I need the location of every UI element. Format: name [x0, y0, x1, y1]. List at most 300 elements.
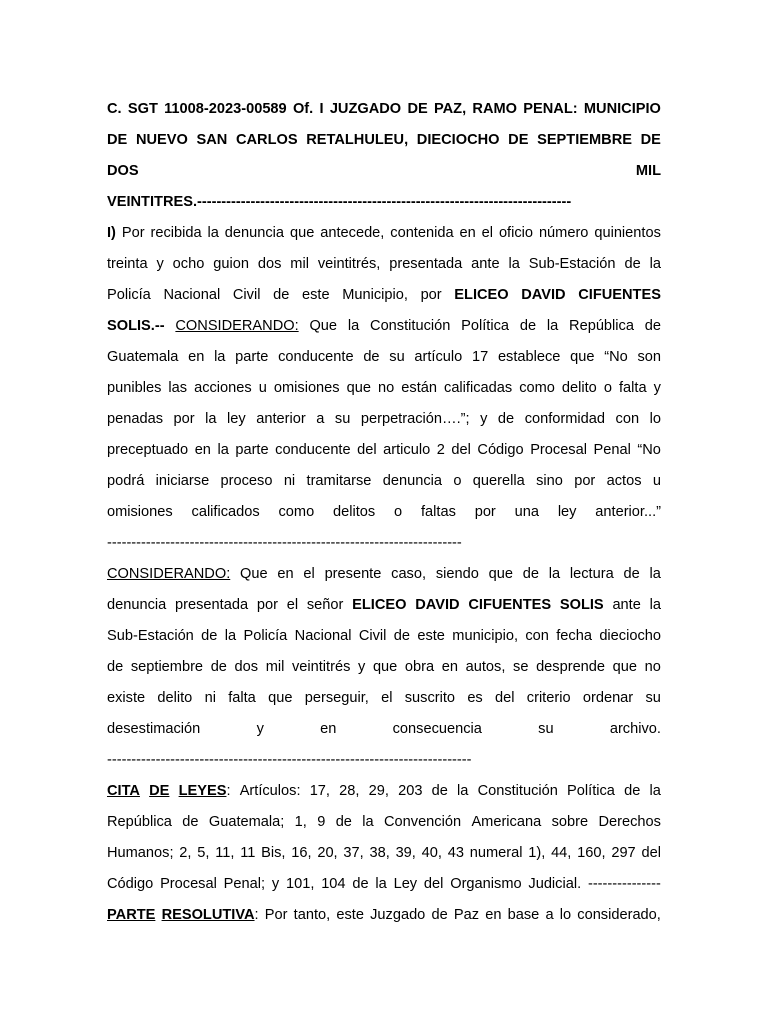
- word: quinientos: [594, 225, 661, 241]
- word: RESOLUTIVA:: [161, 907, 259, 923]
- word: dos: [257, 256, 282, 272]
- word: de: [201, 628, 218, 644]
- word: delito: [561, 380, 597, 396]
- word: “No: [637, 442, 661, 458]
- word: presentada: [175, 597, 249, 613]
- word: a: [545, 907, 554, 923]
- word: Que: [240, 566, 268, 582]
- word: municipio,: [452, 628, 518, 644]
- word: no: [378, 380, 395, 396]
- word: el: [303, 566, 315, 582]
- word: calificadas: [444, 380, 513, 396]
- word: Sub-Estación: [107, 628, 194, 644]
- word: denuncia: [382, 473, 442, 489]
- word: CARLOS: [235, 132, 298, 148]
- word: conformidad: [524, 411, 605, 427]
- text-line: [107, 125, 661, 156]
- word: ni: [283, 473, 296, 489]
- word: Paz: [453, 907, 480, 923]
- word: preceptuado: [107, 442, 189, 458]
- word: del: [423, 876, 444, 892]
- word: de: [210, 659, 227, 675]
- word: la: [546, 318, 559, 334]
- word: este: [301, 287, 330, 303]
- word: u: [652, 473, 661, 489]
- word: DE: [640, 132, 661, 148]
- word: la: [649, 566, 661, 582]
- word: que: [612, 659, 638, 675]
- word: consecuencia: [392, 721, 482, 737]
- word: Ley: [393, 876, 418, 892]
- word: Americana: [471, 814, 542, 830]
- word: la: [224, 628, 237, 644]
- word: lectura: [569, 566, 614, 582]
- word: 1),: [528, 845, 546, 861]
- word: ELICEO: [454, 287, 509, 303]
- word: tanto,: [293, 907, 331, 923]
- word: 160,: [577, 845, 606, 861]
- word: la: [375, 876, 387, 892]
- word: por: [256, 597, 278, 613]
- word: que: [570, 349, 595, 365]
- word: PARTE: [107, 907, 156, 923]
- word: C.: [107, 101, 122, 117]
- word: archivo.: [609, 721, 661, 737]
- word: 11008-2023-00589: [164, 101, 287, 117]
- word: ante: [612, 597, 641, 613]
- word: Organismo: [450, 876, 522, 892]
- word: son: [637, 349, 661, 365]
- word: veintitrés,: [317, 256, 381, 272]
- word: CIFUENTES: [468, 597, 552, 613]
- word: el: [286, 597, 299, 613]
- word: mil: [265, 659, 285, 675]
- word: JUZGADO: [329, 101, 402, 117]
- word: de: [644, 318, 661, 334]
- word: faltas: [420, 504, 456, 520]
- word: calificados: [191, 504, 260, 520]
- word: Política: [567, 783, 615, 799]
- word: base: [507, 907, 540, 923]
- text-line: [107, 187, 661, 218]
- text-line: [107, 714, 661, 745]
- word: falta: [228, 690, 256, 706]
- word: de: [624, 783, 641, 799]
- word: Por: [264, 907, 288, 923]
- word: de: [497, 411, 515, 427]
- word: ni: [204, 690, 216, 706]
- word: ordenar: [582, 690, 634, 706]
- word: en: [194, 442, 211, 458]
- word: la: [649, 597, 661, 613]
- word: que: [289, 225, 315, 241]
- word: conducente: [275, 442, 351, 458]
- word: 9: [317, 814, 326, 830]
- word: Humanos;: [107, 845, 174, 861]
- word: la: [207, 225, 219, 241]
- word: o: [453, 473, 462, 489]
- word: guion: [213, 256, 249, 272]
- word: Nacional: [294, 628, 352, 644]
- word: la: [205, 411, 217, 427]
- word: 38,: [369, 845, 390, 861]
- word: omisiones: [273, 380, 340, 396]
- word: que: [372, 659, 398, 675]
- word: de: [352, 876, 369, 892]
- word: SOLIS.--: [107, 318, 165, 334]
- word: de: [273, 287, 290, 303]
- word: -------------------------------------------------------------------------: [107, 535, 462, 551]
- word: del: [451, 442, 471, 458]
- word: Procesal: [160, 876, 217, 892]
- word: y: [358, 659, 366, 675]
- word: presentada: [389, 256, 463, 272]
- word: acciones: [194, 380, 252, 396]
- word: 11: [240, 845, 256, 861]
- word: como: [278, 504, 315, 520]
- word: Convención: [384, 814, 462, 830]
- word: la: [508, 256, 520, 272]
- word: MUNICIPIO: [583, 101, 661, 117]
- word: DE: [407, 101, 428, 117]
- word: de: [363, 349, 380, 365]
- word: Judicial.: [528, 876, 582, 892]
- word: podrá: [107, 473, 145, 489]
- word: y: [271, 876, 280, 892]
- word: CONSIDERANDO:: [175, 318, 299, 334]
- word: 16,: [291, 845, 312, 861]
- word: por: [474, 504, 496, 520]
- word: de: [623, 566, 640, 582]
- word: “No: [604, 349, 628, 365]
- word: con: [615, 411, 640, 427]
- text-line: [107, 249, 661, 280]
- word: denuncia: [224, 225, 285, 241]
- word: de: [431, 783, 448, 799]
- word: treinta: [107, 256, 148, 272]
- word: a: [316, 411, 325, 427]
- word: existe: [107, 690, 146, 706]
- text-line: [107, 807, 661, 838]
- word: número: [538, 225, 589, 241]
- word: siendo: [435, 566, 479, 582]
- text-line: [107, 745, 661, 776]
- word: lo: [649, 411, 661, 427]
- word: RAMO: [472, 101, 518, 117]
- word: omisiones: [107, 504, 173, 520]
- word: denuncia: [107, 597, 167, 613]
- word: RETALHULEU,: [306, 132, 409, 148]
- word: Penal: [593, 442, 631, 458]
- word: de: [431, 907, 448, 923]
- word: desestimación: [107, 721, 201, 737]
- word: LEYES:: [178, 783, 231, 799]
- text-line: [107, 373, 661, 404]
- text-line: [107, 156, 661, 187]
- word: delito: [157, 690, 193, 706]
- text-line: [107, 683, 661, 714]
- text-line: [107, 280, 661, 311]
- word: 5,: [197, 845, 210, 861]
- word: este: [417, 628, 445, 644]
- word: de: [393, 628, 410, 644]
- word: parte: [235, 349, 269, 365]
- word: República: [569, 318, 634, 334]
- word: autos,: [465, 659, 506, 675]
- text-line: [107, 404, 661, 435]
- word: 203: [398, 783, 423, 799]
- word: las: [168, 380, 188, 396]
- word: la: [649, 783, 661, 799]
- word: DIECIOCHO: [416, 132, 500, 148]
- word: conducente: [278, 349, 354, 365]
- text-line: [107, 311, 661, 342]
- word: querella: [472, 473, 525, 489]
- text-line: [107, 652, 661, 683]
- word: su: [389, 349, 405, 365]
- word: Civil: [232, 287, 261, 303]
- word: por: [574, 473, 596, 489]
- word: 104: [321, 876, 346, 892]
- word: por: [173, 411, 195, 427]
- word: iniciarse: [155, 473, 210, 489]
- word: 40,: [421, 845, 442, 861]
- word: que: [488, 566, 513, 582]
- word: NUEVO: [135, 132, 188, 148]
- word: Que: [309, 318, 338, 334]
- word: del: [641, 845, 661, 861]
- word: están: [401, 380, 437, 396]
- text-line: [107, 94, 661, 125]
- word: DAVID: [415, 597, 460, 613]
- word: Sub-Estación: [528, 256, 616, 272]
- word: no: [644, 659, 661, 675]
- word: la: [649, 256, 661, 272]
- word: Constitución: [370, 318, 451, 334]
- word: articulo: [383, 442, 431, 458]
- word: que: [346, 380, 371, 396]
- word: caso,: [391, 566, 427, 582]
- word: ley: [557, 504, 577, 520]
- word: de: [107, 659, 124, 675]
- word: Of.: [292, 101, 314, 117]
- word: oficio: [498, 225, 534, 241]
- word: Juzgado: [370, 907, 426, 923]
- word: falta: [618, 380, 647, 396]
- word: una: [514, 504, 539, 520]
- word: 39,: [395, 845, 416, 861]
- word: 17: [471, 349, 489, 365]
- word: Código: [477, 442, 524, 458]
- word: delitos: [333, 504, 376, 520]
- word: Bis,: [261, 845, 286, 861]
- word: DE: [508, 132, 529, 148]
- word: mil: [290, 256, 309, 272]
- word: CIFUENTES: [578, 287, 661, 303]
- text-line: [107, 466, 661, 497]
- word: ocho: [172, 256, 205, 272]
- word: 44,: [551, 845, 572, 861]
- word: artículo: [414, 349, 463, 365]
- word: y: [256, 721, 264, 737]
- word: Municipio,: [342, 287, 408, 303]
- word: en: [188, 349, 205, 365]
- word: de: [335, 814, 352, 830]
- word: de: [519, 318, 537, 334]
- word: antecede,: [320, 225, 385, 241]
- word: es: [467, 690, 483, 706]
- word: DE: [149, 783, 170, 799]
- word: Civil: [358, 628, 387, 644]
- word: DAVID: [521, 287, 566, 303]
- word: la: [217, 442, 229, 458]
- word: DOS: [107, 163, 139, 179]
- text-line: [107, 590, 661, 621]
- word: señor: [306, 597, 344, 613]
- text-line: [107, 869, 661, 900]
- word: suscrito: [404, 690, 456, 706]
- text-line: [107, 342, 661, 373]
- word: presente: [324, 566, 382, 582]
- word: en: [277, 566, 294, 582]
- word: en: [485, 907, 502, 923]
- text-line: [107, 838, 661, 869]
- word: la: [457, 783, 469, 799]
- text-line: [107, 497, 661, 528]
- word: SGT: [127, 101, 158, 117]
- word: dos: [234, 659, 259, 675]
- word: PAZ,: [433, 101, 467, 117]
- word: ante: [471, 256, 500, 272]
- word: la: [362, 814, 374, 830]
- word: perseguir,: [304, 690, 369, 706]
- word: sino: [536, 473, 563, 489]
- word: su: [538, 721, 554, 737]
- text-line: [107, 776, 661, 807]
- court-resolution-document: [107, 94, 661, 931]
- word: en: [441, 659, 458, 675]
- word: 29,: [368, 783, 389, 799]
- word: dieciocho: [599, 628, 661, 644]
- text-line: [107, 559, 661, 590]
- word: Nacional: [163, 287, 221, 303]
- word: Procesal: [530, 442, 587, 458]
- word: su: [334, 411, 351, 427]
- word: y: [156, 256, 164, 272]
- word: en: [320, 721, 337, 737]
- word: establece: [497, 349, 561, 365]
- word: por: [420, 287, 442, 303]
- word: de: [522, 566, 539, 582]
- word: actos: [606, 473, 642, 489]
- word: Guatemala: [107, 349, 179, 365]
- word: 297: [611, 845, 636, 861]
- word: u: [258, 380, 267, 396]
- word: I): [107, 225, 116, 241]
- word: la: [347, 318, 360, 334]
- word: de: [624, 256, 641, 272]
- word: del: [495, 690, 515, 706]
- word: recibida: [150, 225, 202, 241]
- word: contenida: [390, 225, 454, 241]
- word: o: [394, 504, 403, 520]
- word: septiembre: [130, 659, 204, 675]
- word: numeral: [469, 845, 523, 861]
- text-line: [107, 528, 661, 559]
- word: este: [336, 907, 364, 923]
- word: como: [519, 380, 555, 396]
- word: parte: [235, 442, 269, 458]
- word: la: [548, 566, 561, 582]
- word: de: [182, 814, 199, 830]
- word: SOLIS: [559, 597, 604, 613]
- word: República: [107, 814, 172, 830]
- word: su: [645, 690, 661, 706]
- word: lo: [559, 907, 572, 923]
- word: punibles: [107, 380, 162, 396]
- word: y: [480, 411, 488, 427]
- word: y: [653, 380, 661, 396]
- word: 43: [447, 845, 464, 861]
- word: desprende: [536, 659, 606, 675]
- word: obra: [404, 659, 435, 675]
- word: Código: [107, 876, 154, 892]
- word: tramitarse: [306, 473, 372, 489]
- word: 37,: [343, 845, 364, 861]
- word: 2,: [179, 845, 192, 861]
- word: 20,: [317, 845, 338, 861]
- word: con: [525, 628, 549, 644]
- word: o: [603, 380, 612, 396]
- word: proceso: [220, 473, 273, 489]
- word: veintitrés: [291, 659, 351, 675]
- word: I: [319, 101, 324, 117]
- word: CONSIDERANDO:: [107, 566, 231, 582]
- word: CITA: [107, 783, 140, 799]
- word: ---------------: [587, 876, 661, 892]
- word: el: [381, 690, 393, 706]
- word: MIL: [635, 163, 661, 179]
- word: ELICEO: [352, 597, 407, 613]
- word: del: [357, 442, 377, 458]
- word: SAN: [196, 132, 228, 148]
- word: 28,: [339, 783, 360, 799]
- word: criterio: [526, 690, 571, 706]
- word: SEPTIEMBRE: [537, 132, 632, 148]
- word: que: [268, 690, 293, 706]
- word: anterior: [256, 411, 306, 427]
- word: se: [513, 659, 529, 675]
- word: ley: [227, 411, 246, 427]
- text-line: [107, 621, 661, 652]
- word: Artículos:: [239, 783, 301, 799]
- word: en: [459, 225, 476, 241]
- word: Política: [461, 318, 510, 334]
- word: penadas: [107, 411, 163, 427]
- text-line: [107, 900, 661, 931]
- text-line: [107, 218, 661, 249]
- word: perpetración….”;: [360, 411, 470, 427]
- word: fecha: [556, 628, 592, 644]
- word: sobre: [551, 814, 589, 830]
- word: Guatemala;: [208, 814, 285, 830]
- word: Penal;: [223, 876, 266, 892]
- word: anterior...”: [595, 504, 661, 520]
- word: Policía: [107, 287, 151, 303]
- word: 11,: [215, 845, 235, 861]
- word: ---------------------------------------------------------------------------: [107, 752, 472, 768]
- word: considerado,: [577, 907, 661, 923]
